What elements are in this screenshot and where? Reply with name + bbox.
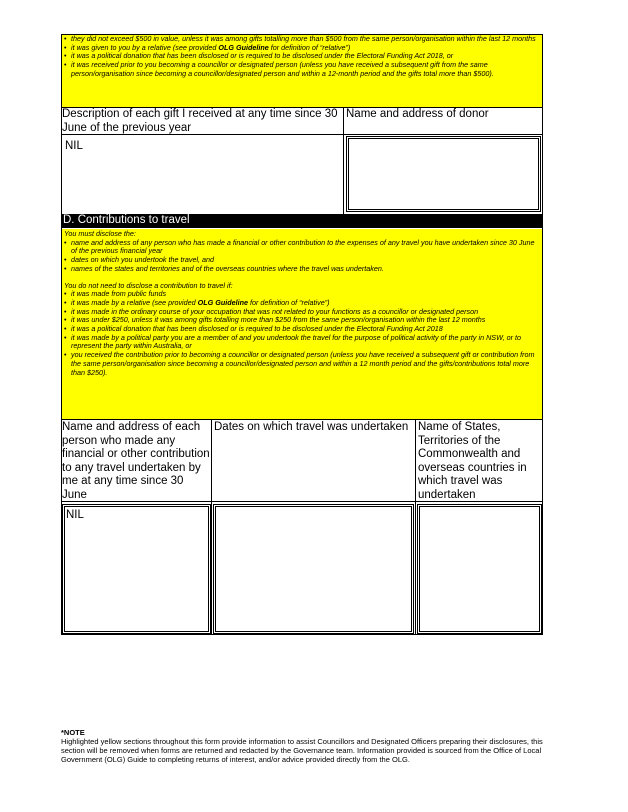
travel-not-item: • you received the contribution prior to becoming a councillor or designated person (unless you have received a subsequent gift or contribution from the same person/organisation since becoming a councillor/designated person and within a 12 month period and the gifts/contributions total more than $250). [62, 351, 542, 377]
travel-must-item: • dates on which you undertook the travel, and [62, 256, 542, 265]
travel-not-heading: You do not need to disclose a contribution to travel if: [64, 280, 233, 290]
travel-must-item: • names of the states and territories and of the overseas countries where the travel was undertaken. [62, 265, 542, 274]
travel-must-heading: You must disclose the: [64, 229, 136, 238]
gifts-description-field[interactable]: NIL [65, 140, 83, 152]
gifts-exclusion-item: • it was received prior to you becoming a councillor or designated person (unless you have received a subsequent gift from the same person/organisation since becoming a councillor/designated person and within a 12-month period and the gifts total more than $500). [62, 61, 542, 78]
gifts-exclusion-item: • they did not exceed $500 in value, unless it was among gifts totalling more than $500 from the same person/organisation within the last 12 months [62, 35, 542, 44]
gifts-donor-field[interactable] [346, 136, 541, 212]
gifts-table-col-divider [343, 107, 344, 214]
travel-not-item: • it was made from public funds [62, 290, 542, 299]
travel-table-col-divider-1 [211, 419, 212, 635]
travel-contributor-header: Name and address of each person who made any financial or other contribution to any travel undertaken by me at any time since 30 June [62, 421, 210, 501]
travel-must-list [62, 239, 542, 274]
gifts-donor-header: Name and address of donor [346, 108, 489, 120]
travel-guidance-block [62, 229, 542, 419]
travel-places-field[interactable] [417, 504, 542, 634]
travel-not-item: • it was under $250, unless it was among gifts totalling more than $250 from the same person/organisation within the last 12 months [62, 316, 542, 325]
section-d-title: D. Contributions to travel [61, 214, 543, 228]
travel-table-top-rule [61, 419, 543, 420]
travel-not-item: • it was made by a relative (see provided OLG Guideline for definition of “relative”) [62, 299, 542, 308]
travel-not-item: • it was made by a political party you are a member of and you undertook the travel for the purpose of political activity of the party in NSW, or to represent the party within Australia, or [62, 334, 542, 351]
travel-places-header: Name of States, Territories of the Commonwealth and overseas countries in which travel was undertaken [418, 421, 527, 501]
travel-contributor-field[interactable]: NIL [62, 504, 211, 634]
travel-dates-header: Dates on which travel was undertaken [214, 421, 409, 433]
note-text: Highlighted yellow sections throughout this form provide information to assist Councillors and Designated Officers preparing their disclosures, this section will be removed when forms are returned and redacted by the Governance team. Information provided is sourced from the Office of Local Government (OLG) Guide to completing returns of interest, and/or advice provided directly from the OLG. [61, 737, 543, 764]
travel-table-col-divider-2 [415, 419, 416, 635]
travel-not-list [62, 290, 542, 377]
travel-must-item: • name and address of any person who has made a financial or other contribution to the expenses of any travel you have undertaken since 30 June of the previous financial year [62, 239, 542, 256]
gifts-description-header: Description of each gift I received at any time since 30 June of the previous year [62, 108, 338, 134]
gifts-exclusions-block [62, 35, 542, 108]
gifts-exclusion-item: • it was a political donation that has been disclosed or is required to be disclosed under the Electoral Funding Act 2018, or [62, 52, 542, 61]
note-label: *NOTE [61, 728, 85, 737]
travel-not-item: • it was made in the ordinary course of your occupation that was not related to your functions as a councillor or designated person [62, 308, 542, 317]
travel-dates-field[interactable] [213, 504, 414, 634]
travel-not-item: • it was a political donation that has been disclosed or is required to be disclosed under the Electoral Funding Act 2018 [62, 325, 542, 334]
gifts-exclusion-item: • it was given to you by a relative (see provided OLG Guideline for definition of “relative”) [62, 44, 542, 53]
gifts-exclusions-list [62, 35, 542, 79]
